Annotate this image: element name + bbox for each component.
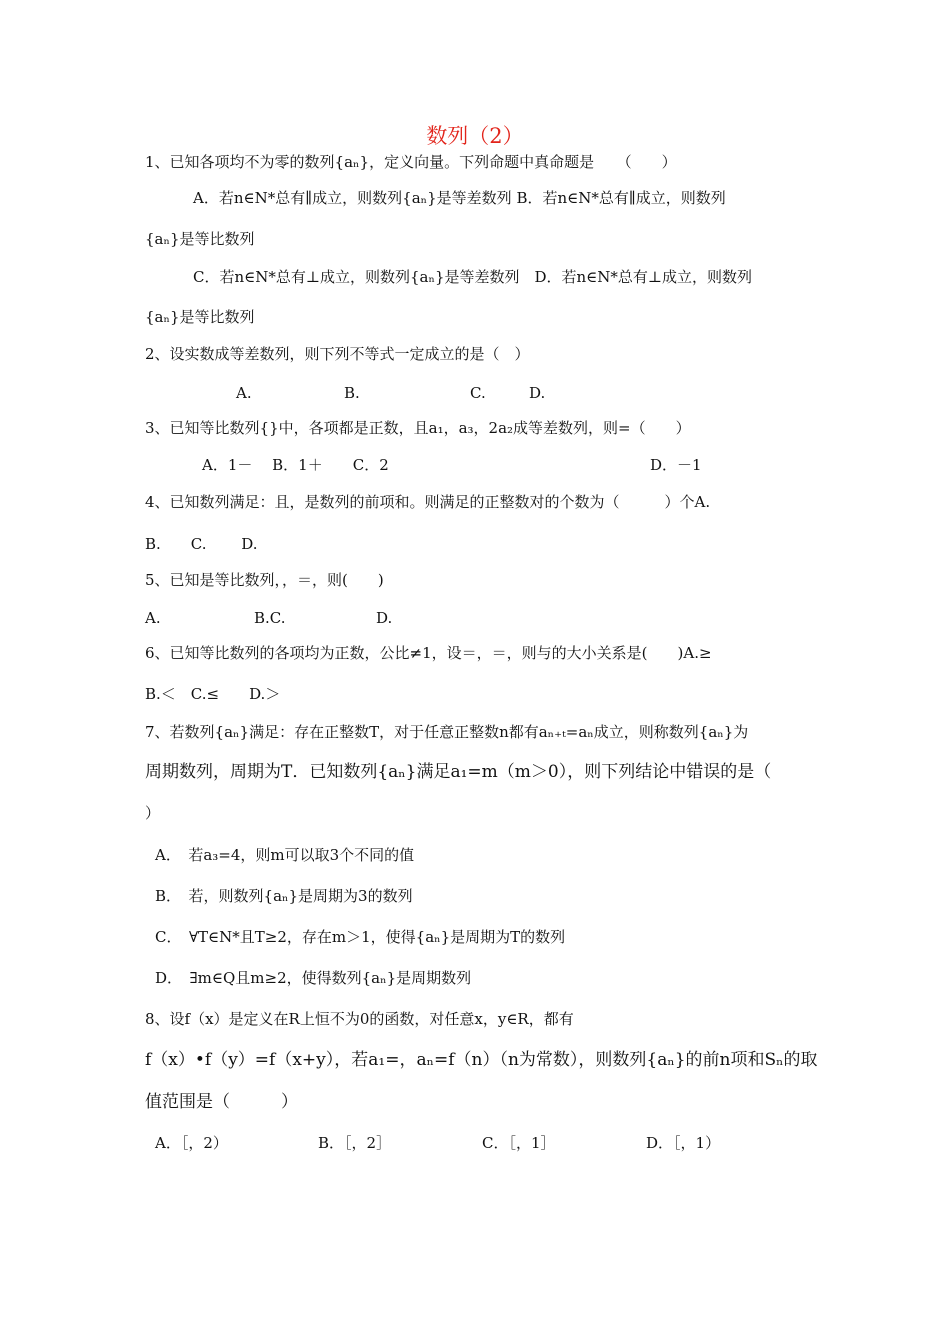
q5-option-d: D. (376, 609, 393, 627)
q6-stem: 6、已知等比数列的各项均为正数，公比≠1，设＝，＝，则与的大小关系是( )A.≥ (145, 644, 712, 662)
q2-option-c: C. (470, 384, 486, 402)
q7-option-b: B． 若，则数列{aₙ}是周期为3的数列 (155, 887, 413, 905)
q8-stem-end: 值范围是（ ） (145, 1092, 298, 1112)
q7-stem: 7、若数列{aₙ}满足：存在正整数T，对于任意正整数n都有aₙ₊ₜ=aₙ成立，则称数列{aₙ}为 (145, 723, 749, 741)
q2-stem: 2、设实数成等差数列，则下列不等式一定成立的是（ ） (145, 345, 530, 363)
q6-options: B.＜ C.≤ D.＞ (145, 685, 281, 703)
q8-option-d: D．［，1） (646, 1134, 721, 1152)
q8-stem-cont: f（x）•f（y）=f（x+y），若a₁=，aₙ=f（n）（n为常数），则数列{aₙ}的前n项和Sₙ的取 (145, 1050, 818, 1070)
q7-option-d: D． ∃m∈Q且m≥2，使得数列{aₙ}是周期数列 (155, 969, 472, 987)
q1-options-cd: C．若n∈N*总有⊥成立，则数列{aₙ}是等差数列 D．若n∈N*总有⊥成立，则数列 (193, 268, 753, 286)
page-title: 数列（2） (426, 124, 524, 148)
q2-option-a: A. (236, 384, 252, 402)
q4-stem: 4、已知数列满足：且，是数列的前项和。则满足的正整数对的个数为（ ）个A. (145, 493, 711, 511)
q2-option-b: B. (344, 384, 360, 402)
q5-option-a: A. (145, 609, 161, 627)
q1-stem: 1、已知各项均不为零的数列{aₙ}，定义向量。下列命题中真命题是 （ ） (145, 153, 677, 171)
q8-option-c: C．［，1］ (482, 1134, 556, 1152)
q2-option-d: D. (529, 384, 546, 402)
q7-option-a: A． 若a₃=4，则m可以取3个不同的值 (155, 846, 415, 864)
q1-options-ab: A．若n∈N*总有∥成立，则数列{aₙ}是等差数列 B．若n∈N*总有∥成立，则数列 (193, 189, 726, 207)
q1-options-d-cont: {aₙ}是等比数列 (145, 308, 255, 326)
q1-options-b-cont: {aₙ}是等比数列 (145, 230, 255, 248)
q4-options: B. C. D. (145, 535, 258, 553)
q8-stem: 8、设f（x）是定义在R上恒不为0的函数，对任意x，y∈R，都有 (145, 1010, 574, 1028)
q7-option-c: C． ∀T∈N*且T≥2，存在m＞1，使得{aₙ}是周期为T的数列 (155, 928, 566, 946)
q5-option-bc: B.C. (254, 609, 286, 627)
q5-stem: 5、已知是等比数列，，＝，则( ) (145, 571, 384, 589)
q3-stem: 3、已知等比数列{}中，各项都是正数，且a₁，a₃，2a₂成等差数列，则=（ ） (145, 419, 691, 437)
q8-option-b: B．［，2］ (318, 1134, 392, 1152)
q3-option-d: D．－1 (650, 456, 702, 474)
q7-stem-cont: 周期数列，周期为T．已知数列{aₙ}满足a₁=m（m＞0），则下列结论中错误的是（ (145, 762, 772, 782)
q8-option-a: A．［，2） (155, 1134, 228, 1152)
q7-stem-end: ） (145, 804, 161, 822)
q3-options-abc: A．1－ B．1＋ C．2 (202, 456, 389, 474)
